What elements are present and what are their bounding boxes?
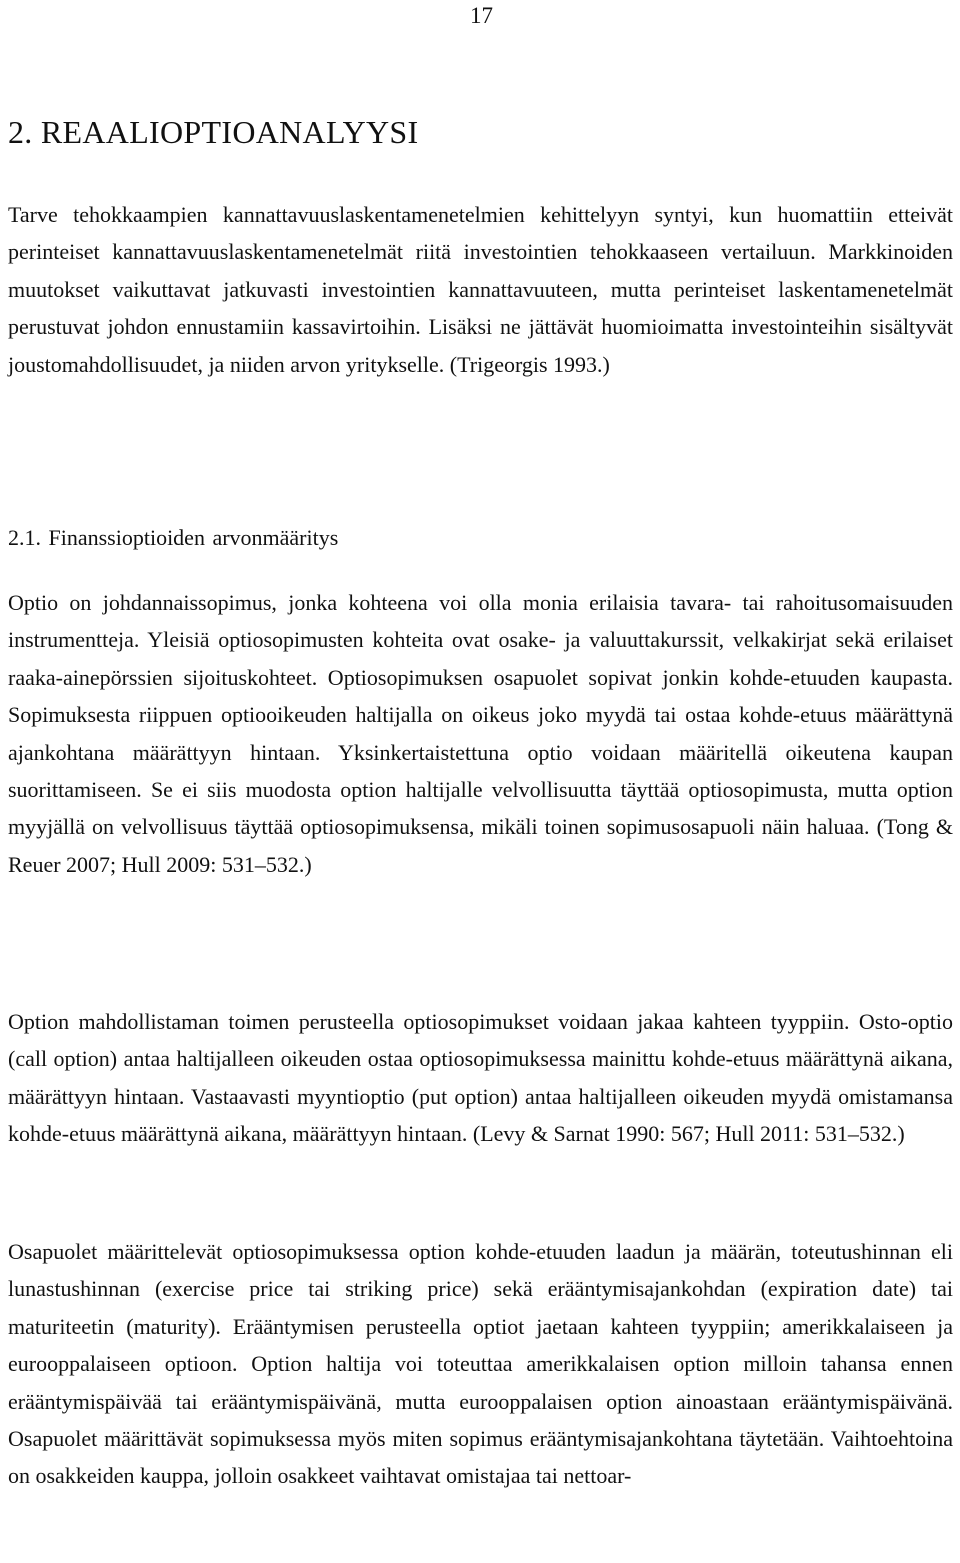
option-definition-paragraph: Optio on johdannaissopimus, jonka kohteena voi olla monia erilaisia tavara- tai rahoitusomaisuuden instrumentteja. Yleisiä optiosopimusten kohteita ovat osake- ja valuuttakurssit, velkakirjat sekä erilaiset raaka-ainepörssien sijoituskohteet. Optiosopimuksen osapuolet sopivat jonkin kohde-etuuden kaupasta. Sopimuksesta riippuen optiooikeuden haltijalla on oikeus joko myydä tai ostaa kohde-etuus määrättynä ajankohtana määrättyyn hintaan. Yksinkertaistettuna optio voidaan määritellä oikeutena kaupan suorittamiseen. Se ei siis muodosta option haltijalle velvollisuutta täyttää optiosopimusta, mutta option myyjällä on velvollisuus täyttää optiosopimuksensa, mikäli toinen sopimusosapuoli näin haluaa. (Tong & Reuer 2007; Hull 2009: 531–532.) xyxy=(8,590,953,877)
section-title: 2.1. Finanssioptioiden arvonmääritys xyxy=(8,525,339,550)
option-types-paragraph: Option mahdollistaman toimen perusteella optiosopimukset voidaan jakaa kahteen tyyppiin. Osto-optio (call option) antaa haltijalleen oikeuden ostaa optiosopimuksessa mainittu kohde-etuus määrättynä aikana, määrättyyn hintaan. Vastaavasti myyntioptio (put option) antaa haltijalleen oikeuden myydä omistamansa kohde-etuus määrättynä aikana, määrättyyn hintaan. (Levy & Sarnat 1990: 567; Hull 2011: 531–532.) xyxy=(8,1009,953,1147)
chapter-title: 2. REAALIOPTIOANALYYSI xyxy=(8,114,419,150)
page-number: 17 xyxy=(470,3,493,28)
intro-paragraph: Tarve tehokkaampien kannattavuuslaskentamenetelmien kehittelyyn syntyi, kun huomattiin etteivät perinteiset kannattavuuslaskentamenetelmät riitä investointien tehokkaaseen vertailuun. Markkinoiden muutokset vaikuttavat jatkuvasti investointien kannattavuuteen, mutta perinteiset laskentamenetelmät perustuvat johdon ennustamiin kassavirtoihin. Lisäksi ne jättävät huomioimatta investointeihin sisältyvät joustomahdollisuudet, ja niiden arvon yritykselle. (Trigeorgis 1993.) xyxy=(8,202,953,377)
option-terms-paragraph: Osapuolet määrittelevät optiosopimuksessa option kohde-etuuden laadun ja määrän, toteutushinnan eli lunastushinnan (exercise price tai striking price) sekä erääntymisajankohdan (expiration date) tai maturiteetin (maturity). Erääntymisen perusteella optiot jaetaan kahteen tyyppiin; amerikkalaiseen ja eurooppalaiseen optioon. Option haltija voi toteuttaa amerikkalaisen option milloin tahansa ennen erääntymispäivää tai erääntymispäivänä, mutta eurooppalaisen option ainoastaan erääntymispäivänä. Osapuolet määrittävät sopimuksessa myös miten sopimus erääntymisajankohtana täytetään. Vaihtoehtoina on osakkeiden kauppa, jolloin osakkeet vaihtavat omistajaa tai nettoar- xyxy=(8,1239,953,1489)
